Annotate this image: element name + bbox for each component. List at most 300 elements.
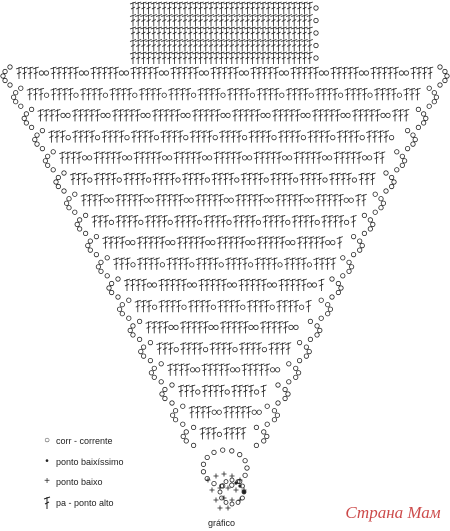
tall-stitch: [130, 15, 136, 27]
tall-stitch: [178, 258, 184, 270]
tall-stitch: [350, 152, 356, 164]
tall-stitch: [150, 215, 156, 227]
tall-stitch: [178, 194, 184, 206]
tall-stitch: [255, 279, 261, 291]
chain-stitch: [224, 198, 228, 202]
tall-stitch: [224, 40, 230, 52]
chain-stitch: [212, 410, 216, 414]
tall-stitch: [229, 15, 235, 27]
chain-stitch: [427, 104, 431, 108]
tall-stitch: [273, 88, 279, 100]
tall-stitch: [276, 15, 282, 27]
tall-stitch: [81, 194, 87, 206]
tall-stitch: [256, 343, 262, 355]
tall-stitch: [162, 343, 168, 355]
chain-stitch: [265, 404, 269, 408]
chain-stitch: [279, 71, 283, 75]
chain-stitch: [286, 220, 290, 224]
tall-stitch: [213, 385, 219, 397]
tall-stitch: [403, 109, 409, 121]
tall-stitch: [382, 67, 388, 79]
tall-stitch: [274, 215, 280, 227]
chain-stitch: [270, 368, 274, 372]
tall-stitch: [176, 67, 182, 79]
tall-stitch: [296, 27, 302, 39]
tall-stitch: [250, 343, 256, 355]
tall-stitch: [140, 40, 146, 52]
tall-stitch: [201, 258, 207, 270]
tall-stitch: [219, 152, 225, 164]
tall-stitch: [172, 15, 178, 27]
chain-stitch: [149, 198, 153, 202]
tall-stitch: [102, 67, 108, 79]
chain-stitch: [139, 349, 143, 353]
tall-stitch: [229, 40, 235, 52]
tall-stitch: [314, 237, 320, 249]
tall-stitch: [229, 427, 235, 439]
tall-stitch: [274, 343, 280, 355]
chain-stitch: [201, 470, 205, 474]
chain-stitch: [104, 198, 108, 202]
tall-stitch: [161, 194, 167, 206]
chain-stitch: [359, 71, 363, 75]
tall-stitch: [172, 2, 178, 14]
tall-stitch: [258, 194, 264, 206]
tall-stitch: [303, 88, 309, 100]
tall-stitch: [284, 131, 290, 143]
tall-stitch: [146, 300, 152, 312]
chain-stitch: [211, 305, 215, 309]
tall-stitch: [214, 88, 220, 100]
tall-stitch: [179, 88, 185, 100]
chain-stitch: [386, 113, 390, 117]
tall-stitch: [250, 2, 256, 14]
tall-stitch: [192, 27, 198, 39]
tall-stitch: [220, 215, 226, 227]
chain-stitch: [306, 113, 310, 117]
chain-stitch: [384, 189, 388, 193]
chain-stitch: [328, 307, 332, 311]
tall-stitch: [188, 300, 194, 312]
tall-stitch: [206, 406, 212, 418]
tall-stitch: [166, 52, 172, 64]
chain-stitch: [282, 156, 286, 160]
tall-stitch: [385, 88, 391, 100]
chain-stitch: [349, 198, 353, 202]
tall-stitch: [205, 300, 211, 312]
tall-stitch: [295, 279, 301, 291]
chain-stitch: [304, 354, 308, 358]
tall-stitch: [137, 131, 143, 143]
chain-stitch: [421, 112, 425, 116]
chain-stitch: [40, 146, 44, 150]
tall-stitch: [195, 194, 201, 206]
tall-stitch: [363, 109, 369, 121]
tall-stitch: [244, 40, 250, 52]
chain-stitch: [173, 418, 177, 422]
chain-stitch: [184, 135, 188, 139]
chain-stitch: [24, 112, 28, 116]
chain-stitch: [283, 387, 287, 391]
chain-stitch: [120, 312, 124, 316]
chain-stitch: [117, 178, 121, 182]
tall-stitch: [135, 40, 141, 52]
chain-stitch: [341, 113, 345, 117]
tall-stitch: [199, 173, 205, 185]
tall-stitch: [184, 385, 190, 397]
chain-stitch: [341, 274, 345, 278]
tall-stitch: [234, 27, 240, 39]
tall-stitch: [187, 15, 193, 27]
tall-stitch: [244, 2, 250, 14]
tall-stitch: [307, 27, 313, 39]
chain-stitch: [44, 93, 48, 97]
tall-stitch: [262, 67, 268, 79]
tall-stitch: [364, 173, 370, 185]
chain-stitch: [238, 452, 242, 456]
chain-stitch: [291, 240, 295, 244]
chain-stitch: [250, 93, 254, 97]
tall-stitch: [172, 131, 178, 143]
tall-stitch: [209, 109, 215, 121]
chain-stitch: [445, 74, 449, 78]
chain-stitch: [182, 305, 186, 309]
chain-stitch: [148, 358, 152, 362]
tall-stitch: [154, 237, 160, 249]
tall-stitch: [158, 279, 164, 291]
chain-stitch: [373, 192, 377, 196]
tall-stitch: [94, 109, 100, 121]
tall-stitch: [239, 40, 245, 52]
chain-stitch: [252, 410, 256, 414]
tall-stitch: [207, 131, 213, 143]
tall-stitch: [135, 27, 141, 39]
tall-stitch: [119, 258, 125, 270]
tall-stitch: [291, 52, 297, 64]
tall-stitch: [210, 67, 216, 79]
tall-stitch: [281, 52, 287, 64]
chain-stitch: [315, 220, 319, 224]
chain-stitch: [405, 128, 409, 132]
tall-stitch: [192, 109, 198, 121]
chain-stitch: [176, 178, 180, 182]
tall-stitch: [231, 321, 237, 333]
tall-stitch: [182, 40, 188, 52]
tall-stitch: [265, 152, 271, 164]
tall-stitch: [307, 131, 313, 143]
chain-stitch: [326, 312, 330, 316]
chain-stitch: [230, 483, 234, 487]
tall-stitch: [366, 131, 372, 143]
chain-stitch: [240, 496, 244, 500]
tall-stitch: [200, 406, 206, 418]
tall-stitch: [255, 52, 261, 64]
tall-stitch: [203, 15, 209, 27]
chain-stitch: [427, 86, 431, 90]
chain-stitch: [77, 218, 81, 222]
chain-stitch: [39, 71, 43, 75]
tall-stitch: [182, 52, 188, 64]
tall-stitch: [240, 406, 246, 418]
tall-stitch: [239, 343, 245, 355]
tall-stitch: [111, 173, 117, 185]
tall-stitch: [121, 194, 127, 206]
tall-stitch: [260, 2, 266, 14]
chain-stitch: [299, 305, 303, 309]
chain-stitch: [35, 133, 39, 137]
tall-stitch: [129, 173, 135, 185]
tall-stitch: [370, 173, 376, 185]
tall-stitch: [191, 215, 197, 227]
chain-stitch: [152, 283, 156, 287]
tall-stitch: [140, 27, 146, 39]
chain-stitch: [211, 240, 215, 244]
chain-stitch: [314, 18, 318, 22]
legend-label-double-crochet: pa - ponto alto: [56, 498, 114, 508]
tall-stitch: [321, 88, 327, 100]
tall-stitch: [130, 52, 136, 64]
tall-stitch: [218, 27, 224, 39]
chain-stitch: [256, 220, 260, 224]
tall-stitch: [259, 152, 265, 164]
tall-stitch: [203, 88, 209, 100]
tall-stitch: [27, 67, 33, 79]
chain-stitch: [265, 422, 269, 426]
tall-stitch: [218, 40, 224, 52]
tall-stitch: [159, 237, 165, 249]
tall-stitch: [234, 2, 240, 14]
tall-stitch: [134, 152, 140, 164]
chain-stitch: [272, 283, 276, 287]
tall-stitch: [48, 131, 54, 143]
tall-stitch: [223, 427, 229, 439]
tall-stitch: [392, 109, 398, 121]
chain-stitch: [257, 410, 261, 414]
tall-stitch: [124, 258, 130, 270]
tall-stitch: [265, 52, 271, 64]
chain-stitch: [336, 281, 340, 285]
chain-stitch: [269, 198, 273, 202]
chain-stitch: [226, 113, 230, 117]
tall-stitch: [123, 173, 129, 185]
tall-stitch: [291, 88, 297, 100]
chain-stitch: [54, 180, 58, 184]
tall-stitch: [338, 215, 344, 227]
tall-stitch: [224, 364, 230, 376]
tall-stitch: [78, 109, 84, 121]
tall-stitch: [83, 131, 89, 143]
tall-stitch: [51, 88, 57, 100]
tall-stitch: [76, 173, 82, 185]
tall-stitch-icon: [38, 496, 56, 510]
chain-stitch: [167, 156, 171, 160]
tall-stitch: [319, 258, 325, 270]
chain-stitch: [362, 156, 366, 160]
tall-stitch: [153, 67, 159, 79]
tall-stitch: [177, 40, 183, 52]
chain-stitch: [373, 210, 377, 214]
chain-stitch: [312, 283, 316, 287]
chain-stitch: [294, 375, 298, 379]
chain-stitch: [146, 113, 150, 117]
tall-stitch: [65, 152, 71, 164]
tall-stitch: [218, 15, 224, 27]
chain-stitch: [384, 171, 388, 175]
tall-stitch: [208, 52, 214, 64]
chain-stitch: [73, 192, 77, 196]
tall-stitch: [164, 279, 170, 291]
tall-stitch: [189, 406, 195, 418]
chain-stitch: [294, 366, 298, 370]
chain-stitch: [392, 180, 396, 184]
tall-stitch: [198, 2, 204, 14]
tall-stitch: [213, 52, 219, 64]
tall-stitch: [198, 15, 204, 27]
tall-stitch: [260, 27, 266, 39]
tall-stitch: [246, 173, 252, 185]
tall-stitch: [325, 258, 331, 270]
chain-stitch: [242, 156, 246, 160]
tall-stitch: [247, 300, 253, 312]
tall-stitch: [119, 237, 125, 249]
tall-stitch: [192, 15, 198, 27]
tall-stitch: [143, 258, 149, 270]
tall-stitch: [148, 131, 154, 143]
chain-stitch: [217, 410, 221, 414]
tall-stitch: [248, 385, 254, 397]
tall-stitch: [276, 52, 282, 64]
tall-stitch: [130, 279, 136, 291]
tall-stitch: [250, 52, 256, 64]
tall-stitch: [135, 279, 141, 291]
chain-stitch: [286, 240, 290, 244]
tall-stitch: [156, 343, 162, 355]
chain-stitch: [137, 337, 141, 341]
chain-stitch: [397, 93, 401, 97]
tall-stitch: [134, 109, 140, 121]
tall-stitch: [110, 152, 116, 164]
tall-stitch: [182, 2, 188, 14]
chain-stitch: [40, 128, 44, 132]
chain-stitch: [189, 198, 193, 202]
chain-stitch: [170, 401, 174, 405]
chain-stitch: [245, 466, 249, 470]
tall-stitch: [196, 152, 202, 164]
chain-stitch: [171, 240, 175, 244]
chain-stitch: [1, 74, 5, 78]
chain-stitch: [83, 213, 87, 217]
tall-stitch: [330, 258, 336, 270]
tall-stitch: [98, 194, 104, 206]
chain-stitch: [318, 328, 322, 332]
chain-stitch: [8, 83, 12, 87]
tall-stitch: [228, 173, 234, 185]
tall-stitch: [273, 67, 279, 79]
tall-stitch: [137, 258, 143, 270]
tall-stitch: [161, 52, 167, 64]
tall-stitch: [199, 300, 205, 312]
tall-stitch: [86, 194, 92, 206]
tall-stitch: [219, 131, 225, 143]
chain-stitch: [88, 248, 92, 252]
tall-stitch: [262, 237, 268, 249]
tall-stitch: [174, 88, 180, 100]
tall-stitch: [142, 237, 148, 249]
tall-stitch: [329, 173, 335, 185]
chain-stitch: [304, 198, 308, 202]
tall-stitch: [316, 173, 322, 185]
tall-stitch: [33, 67, 39, 79]
chain-stitch: [66, 113, 70, 117]
tall-stitch: [224, 52, 230, 64]
chain-stitch: [128, 328, 132, 332]
tall-stitch: [156, 27, 162, 39]
chain-stitch: [116, 295, 120, 299]
chain-stitch: [326, 240, 330, 244]
chain-stitch: [3, 69, 7, 73]
chain-stitch: [314, 6, 318, 10]
legend-item-double-crochet: [38, 496, 208, 510]
chain-stitch: [88, 178, 92, 182]
tall-stitch: [151, 40, 157, 52]
tall-stitch: [289, 131, 295, 143]
tall-stitch: [222, 237, 228, 249]
tall-stitch: [228, 237, 234, 249]
tall-stitch: [145, 152, 151, 164]
chain-stitch: [272, 135, 276, 139]
chain-stitch: [75, 222, 79, 226]
chain-stitch: [368, 227, 372, 231]
chain-stitch: [235, 178, 239, 182]
tall-stitch: [295, 131, 301, 143]
tall-stitch: [99, 152, 105, 164]
tall-stitch: [146, 52, 152, 64]
chain-stitch: [149, 371, 153, 375]
tall-stitch: [140, 173, 146, 185]
tall-stitch: [156, 152, 162, 164]
tall-stitch: [229, 2, 235, 14]
chain-stitch: [14, 91, 18, 95]
tall-stitch: [197, 321, 203, 333]
chain-stitch: [254, 425, 258, 429]
tall-stitch: [291, 2, 297, 14]
tall-stitch: [242, 258, 248, 270]
tall-stitch: [340, 173, 346, 185]
tall-stitch: [374, 152, 380, 164]
tall-stitch: [146, 40, 152, 52]
chain-stitch: [395, 168, 399, 172]
tall-stitch: [89, 131, 95, 143]
tall-stitch: [234, 40, 240, 52]
tall-stitch: [211, 427, 217, 439]
chain-stitch: [280, 93, 284, 97]
tall-stitch: [140, 52, 146, 64]
tall-stitch: [172, 40, 178, 52]
tall-stitch: [305, 152, 311, 164]
tall-stitch: [339, 152, 345, 164]
tall-stitch: [150, 152, 156, 164]
tall-stitch: [219, 385, 225, 397]
tall-stitch: [72, 131, 78, 143]
tall-stitch: [233, 215, 239, 227]
tall-stitch: [284, 279, 290, 291]
chain-stitch: [62, 171, 66, 175]
tall-stitch: [193, 67, 199, 79]
tall-stitch: [391, 88, 397, 100]
tall-stitch: [245, 343, 251, 355]
tall-stitch: [286, 40, 292, 52]
tall-stitch: [132, 194, 138, 206]
